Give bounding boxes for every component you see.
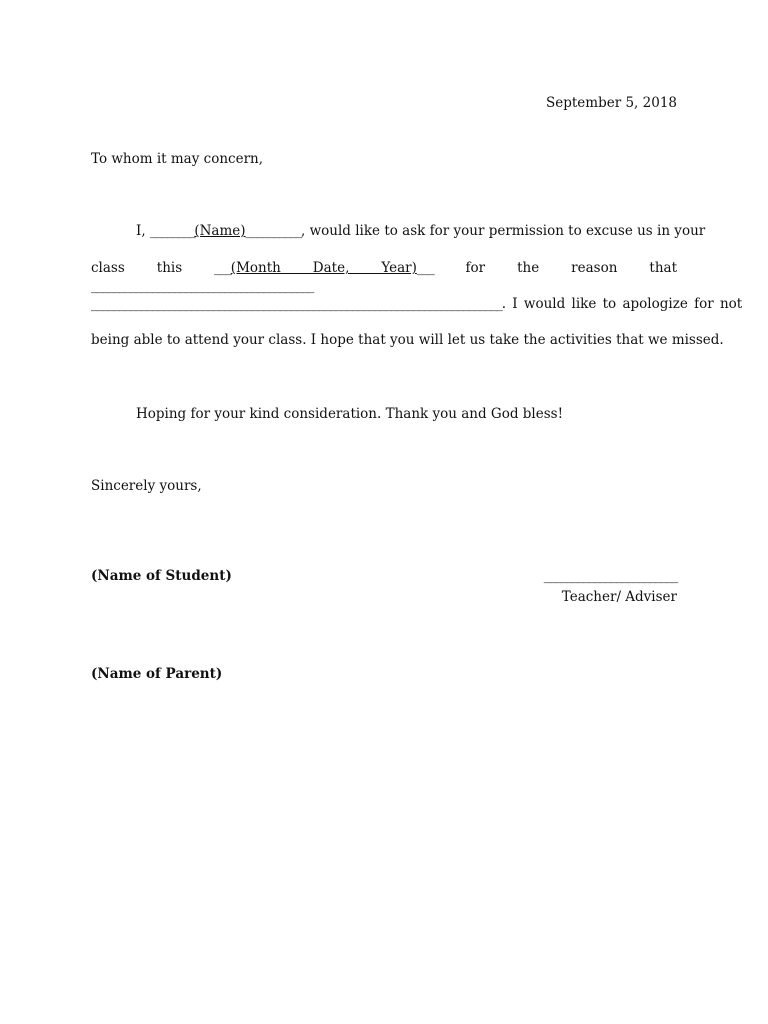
- student-name: (Name of Student): [91, 568, 232, 584]
- word-the: the: [517, 260, 540, 276]
- name-placeholder: (Name): [194, 223, 246, 239]
- letter-date: September 5, 2018: [546, 95, 677, 111]
- body-line-3: [91, 295, 743, 313]
- reason-blank-continued: __________________________________________________________________________: [91, 296, 502, 312]
- body-line-1-rest: , would like to ask for your permission to excuse us in your: [301, 223, 706, 239]
- body-paragraph-2: Hoping for your kind consideration. Thank you and God bless!: [136, 406, 563, 422]
- body-line-3-rest: . I would like to apologize for not: [501, 296, 743, 312]
- body-line-1-prefix: I,: [136, 223, 150, 239]
- date-placeholder: (Month Date, Year): [230, 260, 417, 276]
- body-line-1: [136, 222, 706, 240]
- reason-blank: ________________________________________: [91, 278, 314, 294]
- closing: Sincerely yours,: [91, 478, 202, 494]
- salutation: To whom it may concern,: [91, 151, 264, 167]
- word-class: class: [91, 260, 125, 276]
- word-for: for: [465, 260, 486, 276]
- date-blank-before: ___: [214, 260, 231, 276]
- parent-name: (Name of Parent): [91, 666, 223, 682]
- word-reason: reason: [571, 260, 618, 276]
- name-blank-before: ________: [149, 223, 195, 239]
- body-line-2: [91, 259, 677, 295]
- body-line-4: being able to attend your class. I hope that you will let us take the activities that we missed.: [91, 332, 724, 348]
- date-blank-group: [214, 260, 433, 276]
- name-blank-after: __________: [245, 223, 302, 239]
- word-this: this: [156, 260, 183, 276]
- teacher-label: Teacher/ Adviser: [561, 589, 677, 605]
- teacher-signature-line: ________________________: [543, 568, 677, 584]
- word-that: that: [649, 260, 677, 276]
- date-blank-after: ___: [416, 260, 434, 276]
